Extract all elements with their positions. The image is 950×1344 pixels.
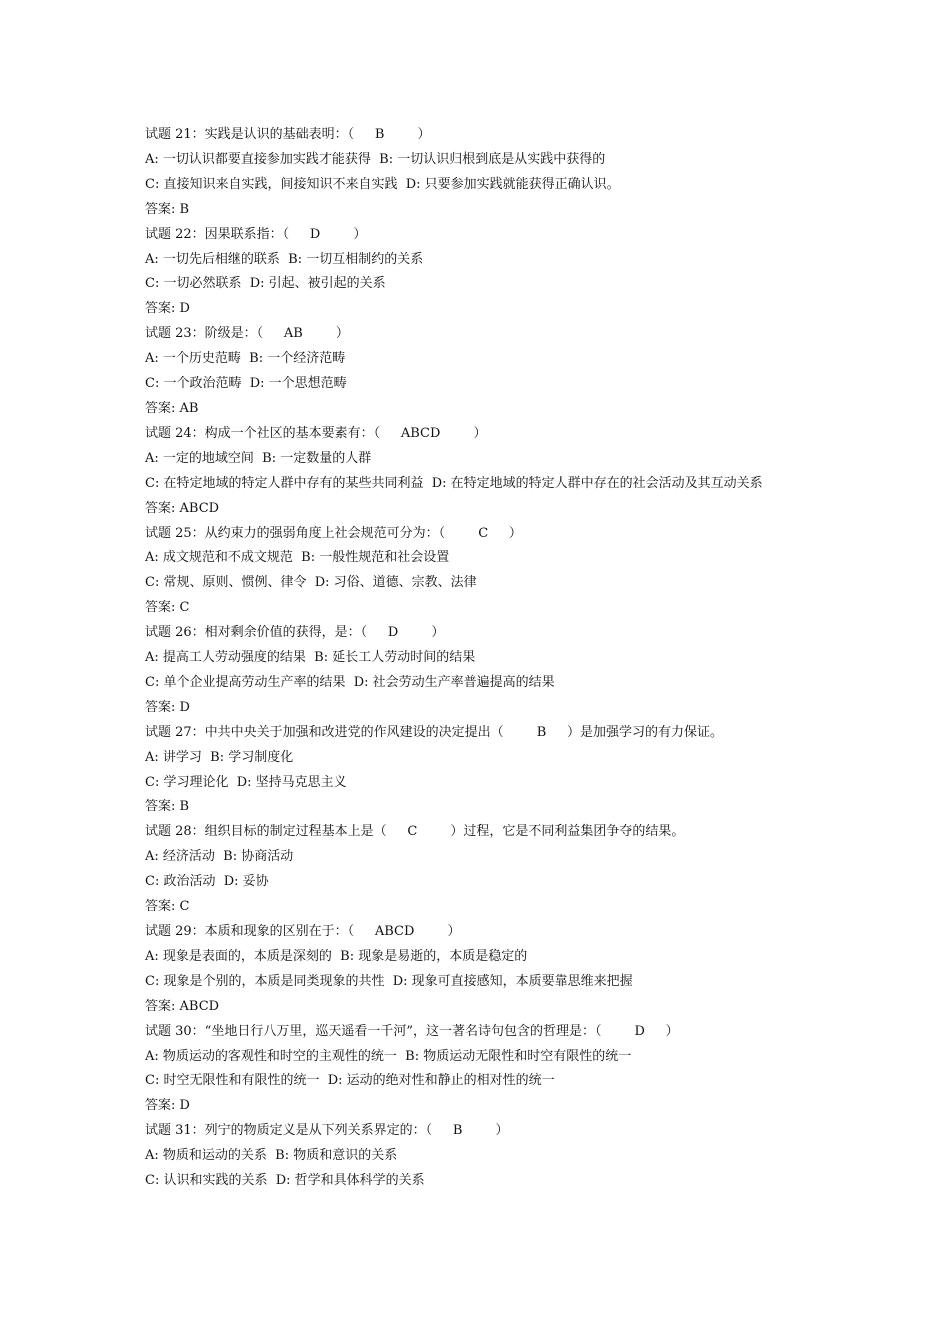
question-28: 试题 28：组织目标的制定过程基本上是（ C ）过程，它是不同利益集团争夺的结果。	[145, 824, 685, 840]
question-29: 试题 29：本质和现象的区别在于：（ ABCD ）	[145, 924, 461, 939]
question-28-options-cd: C: 政治活动 D: 妥协	[145, 874, 269, 890]
question-23-answer: 答案: AB	[145, 400, 199, 416]
question-25: 试题 25：从约束力的强弱角度上社会规范可分为：（ C ）	[145, 525, 522, 541]
question-24-options-ab: A: 一定的地域空间 B: 一定数量的人群	[145, 450, 372, 466]
question-27-options-cd: C: 学习理论化 D: 坚持马克思主义	[145, 774, 347, 790]
question-23-options-ab: A: 一个历史范畴 B: 一个经济范畴	[145, 351, 346, 367]
question-26-options-ab: A: 提高工人劳动强度的结果 B: 延长工人劳动时间的结果	[145, 650, 476, 666]
document-body	[145, 123, 815, 1194]
question-21: 试题 21：实践是认识的基础表明：（ B ）	[145, 127, 431, 142]
question-22: 试题 22：因果联系指：（ D ）	[145, 226, 367, 242]
question-29-answer: 答案: ABCD	[145, 998, 220, 1014]
question-31: 试题 31：列宁的物质定义是从下列关系界定的：（ B ）	[145, 1123, 509, 1139]
question-28-options-ab: A: 经济活动 B: 协商活动	[145, 849, 294, 865]
question-24-answer: 答案: ABCD	[145, 500, 220, 516]
question-26-options-cd: C: 单个企业提高劳动生产率的结果 D: 社会劳动生产率普遍提高的结果	[145, 674, 555, 690]
question-23: 试题 23：阶级是：（ AB ）	[145, 326, 349, 342]
question-24-options-cd: C: 在特定地域的特定人群中存有的某些共同利益 D: 在特定地域的特定人群中存在的社会活动及其互动关系	[145, 475, 763, 491]
question-27: 试题 27：中共中央关于加强和改进党的作风建设的决定提出（ B ）是加强学习的有力保证。	[145, 724, 723, 740]
question-30-options-cd: C: 时空无限性和有限性的统一 D: 运动的绝对性和静止的相对性的统一	[145, 1073, 555, 1089]
question-29-options-ab: A: 现象是表面的，本质是深刻的 B: 现象是易逝的，本质是稳定的	[145, 948, 528, 964]
question-23-options-cd: C: 一个政治范畴 D: 一个思想范畴	[145, 376, 347, 392]
question-29-options-cd: C: 现象是个别的，本质是同类现象的共性 D: 现象可直接感知，本质要靠思维来把握	[145, 973, 633, 989]
question-28-answer: 答案: C	[145, 899, 190, 915]
question-25-options-cd: C: 常规、原则、惯例、律令 D: 习俗、道德、宗教、法律	[145, 575, 477, 591]
question-21-options-ab: A: 一切认识都要直接参加实践才能获得 B: 一切认识归根到底是从实践中获得的	[145, 151, 606, 167]
question-22-options-cd: C: 一切必然联系 D: 引起、被引起的关系	[145, 276, 386, 292]
question-26: 试题 26：相对剩余价值的获得，是：（ D ）	[145, 625, 445, 641]
question-25-answer: 答案: C	[145, 600, 190, 616]
question-30-answer: 答案: D	[145, 1098, 190, 1114]
question-30: 试题 30：“坐地日行八万里，巡天遥看一千河”，这一著名诗句包含的哲理是：（ D ）	[145, 1023, 679, 1039]
question-27-answer: 答案: B	[145, 799, 190, 815]
question-31-options-ab: A: 物质和运动的关系 B: 物质和意识的关系	[145, 1148, 398, 1164]
question-26-answer: 答案: D	[145, 699, 190, 715]
question-31-options-cd: C: 认识和实践的关系 D: 哲学和具体科学的关系	[145, 1173, 425, 1189]
question-22-options-ab: A: 一切先后相继的联系 B: 一切互相制约的关系	[145, 251, 424, 267]
question-25-options-ab: A: 成文规范和不成文规范 B: 一般性规范和社会设置	[145, 550, 450, 566]
question-27-options-ab: A: 讲学习 B: 学习制度化	[145, 749, 294, 765]
question-22-answer: 答案: D	[145, 301, 190, 317]
question-24: 试题 24：构成一个社区的基本要素有：（ ABCD ）	[145, 425, 487, 441]
question-30-options-ab: A: 物质运动的客观性和时空的主观性的统一 B: 物质运动无限性和时空有限性的统一	[145, 1048, 632, 1064]
question-21-answer: 答案: B	[145, 201, 190, 217]
question-21-options-cd: C: 直接知识来自实践，间接知识不来自实践 D: 只要参加实践就能获得正确认识。	[145, 176, 620, 192]
